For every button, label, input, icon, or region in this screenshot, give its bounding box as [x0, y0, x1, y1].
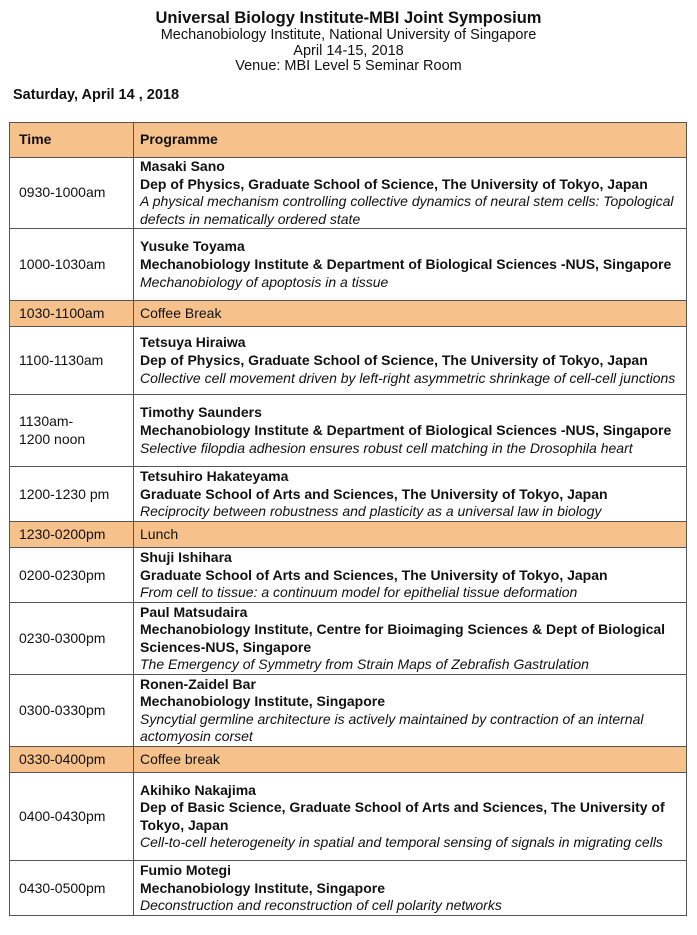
talk-title: Deconstruction and reconstruction of cell polarity networks	[140, 897, 502, 914]
table-row	[10, 603, 687, 675]
programme-table	[9, 122, 687, 916]
time-cell: 1030-1100am	[10, 301, 134, 327]
talk-title: Selective filopdia adhesion ensures robust cell matching in the Drosophila heart	[140, 439, 633, 456]
time-cell: 1200-1230 pm	[10, 467, 134, 522]
time-cell: 0930-1000am	[10, 158, 134, 229]
programme-cell	[134, 467, 687, 522]
speaker-name: Timothy Saunders	[140, 404, 262, 421]
time-cell: 0330-0400pm	[10, 747, 134, 773]
speaker-affiliation: Dep of Physics, Graduate School of Science, The University of Tokyo, Japan	[140, 352, 648, 369]
programme-column-header: Programme	[134, 123, 687, 158]
programme-cell	[134, 229, 687, 301]
speaker-affiliation: Graduate School of Arts and Sciences, The University of Tokyo, Japan	[140, 485, 608, 502]
institute-line: Mechanobiology Institute, National University of Singapore	[160, 27, 537, 43]
table-row	[10, 675, 687, 747]
table-row	[10, 395, 687, 467]
time-cell: 0300-0330pm	[10, 675, 134, 747]
talk-title: Collective cell movement driven by left-right asymmetric shrinkage of cell-cell junctions	[140, 369, 676, 386]
time-cell: 1100-1130am	[10, 327, 134, 395]
table-row	[10, 773, 687, 861]
dates-line: April 14-15, 2018	[293, 42, 404, 59]
talk-title: The Emergency of Symmetry from Strain Maps of Zebrafish Gastrulation	[140, 656, 589, 673]
table-row-break	[10, 747, 687, 773]
table-row-break	[10, 301, 687, 327]
time-cell: 0200-0230pm	[10, 548, 134, 603]
time-cell: 0400-0430pm	[10, 773, 134, 861]
time-cell: 1230-0200pm	[10, 522, 134, 548]
talk-title: Syncytial germline architecture is actively maintained by contraction of an internal actomyosin corset	[140, 710, 644, 745]
table-row	[10, 327, 687, 395]
time-cell: 0430-0500pm	[10, 861, 134, 916]
talk-title: Mechanobiology of apoptosis in a tissue	[140, 273, 389, 290]
talk-title: Reciprocity between robustness and plasticity as a universal law in biology	[140, 503, 602, 520]
table-row	[10, 229, 687, 301]
table-row	[10, 548, 687, 603]
speaker-affiliation: Dep of Physics, Graduate School of Science, The University of Tokyo, Japan	[140, 175, 648, 192]
programme-cell	[134, 548, 687, 603]
speaker-name: Tetsuhiro Hakateyama	[140, 467, 289, 484]
speaker-name: Akihiko Nakajima	[140, 781, 256, 798]
time-column-header: Time	[10, 123, 134, 158]
programme-cell	[134, 861, 687, 916]
break-label: Coffee Break	[134, 301, 687, 327]
speaker-name: Yusuke Toyama	[140, 238, 245, 255]
table-row-break	[10, 522, 687, 548]
time-end: 1200 noon	[19, 430, 86, 447]
speaker-name: Ronen-Zaidel Bar	[140, 675, 256, 692]
speaker-affiliation: Mechanobiology Institute, Centre for Bioimaging Sciences & Dept of Biological Sciences-NUS, Singapore	[140, 621, 666, 655]
programme-cell	[134, 395, 687, 467]
time-cell: 0230-0300pm	[10, 603, 134, 675]
speaker-affiliation: Mechanobiology Institute, Singapore	[140, 879, 386, 896]
document-header	[0, 8, 697, 75]
time-cell: 1000-1030am	[10, 229, 134, 301]
table-row	[10, 467, 687, 522]
speaker-affiliation: Mechanobiology Institute & Department of Biological Sciences -NUS, Singapore	[140, 422, 672, 439]
programme-cell	[134, 675, 687, 747]
programme-cell	[134, 158, 687, 229]
speaker-name: Masaki Sano	[140, 158, 225, 174]
break-label: Lunch	[134, 522, 687, 548]
speaker-affiliation: Mechanobiology Institute, Singapore	[140, 693, 386, 710]
time-cell	[10, 395, 134, 467]
day-heading: Saturday, April 14 , 2018	[13, 87, 180, 103]
programme-cell	[134, 327, 687, 395]
speaker-affiliation: Dep of Basic Science, Graduate School of Arts and Sciences, The University of Tokyo, Japan	[140, 799, 665, 833]
speaker-name: Tetsuya Hiraiwa	[140, 334, 246, 351]
table-header-row	[10, 123, 687, 158]
break-label: Coffee break	[134, 747, 687, 773]
talk-title: From cell to tissue: a continuum model for epithelial tissue deformation	[140, 584, 578, 601]
talk-title: Cell-to-cell heterogeneity in spatial and temporal sensing of signals in migrating cells	[140, 834, 663, 851]
speaker-name: Paul Matsudaira	[140, 603, 248, 620]
venue-line: Venue: MBI Level 5 Seminar Room	[235, 58, 462, 74]
table-row	[10, 158, 687, 229]
table-row	[10, 861, 687, 916]
speaker-name: Fumio Motegi	[140, 861, 231, 878]
speaker-affiliation: Mechanobiology Institute & Department of Biological Sciences -NUS, Singapore	[140, 256, 672, 273]
speaker-affiliation: Graduate School of Arts and Sciences, The University of Tokyo, Japan	[140, 566, 608, 583]
programme-cell	[134, 773, 687, 861]
symposium-title: Universal Biology Institute-MBI Joint Symposium	[155, 9, 542, 27]
talk-title: A physical mechanism controlling collective dynamics of neural stem cells: Topological defects in nematically ordered state	[140, 193, 674, 227]
speaker-name: Shuji Ishihara	[140, 548, 232, 565]
time-start: 1130am-	[19, 413, 74, 430]
programme-cell	[134, 603, 687, 675]
